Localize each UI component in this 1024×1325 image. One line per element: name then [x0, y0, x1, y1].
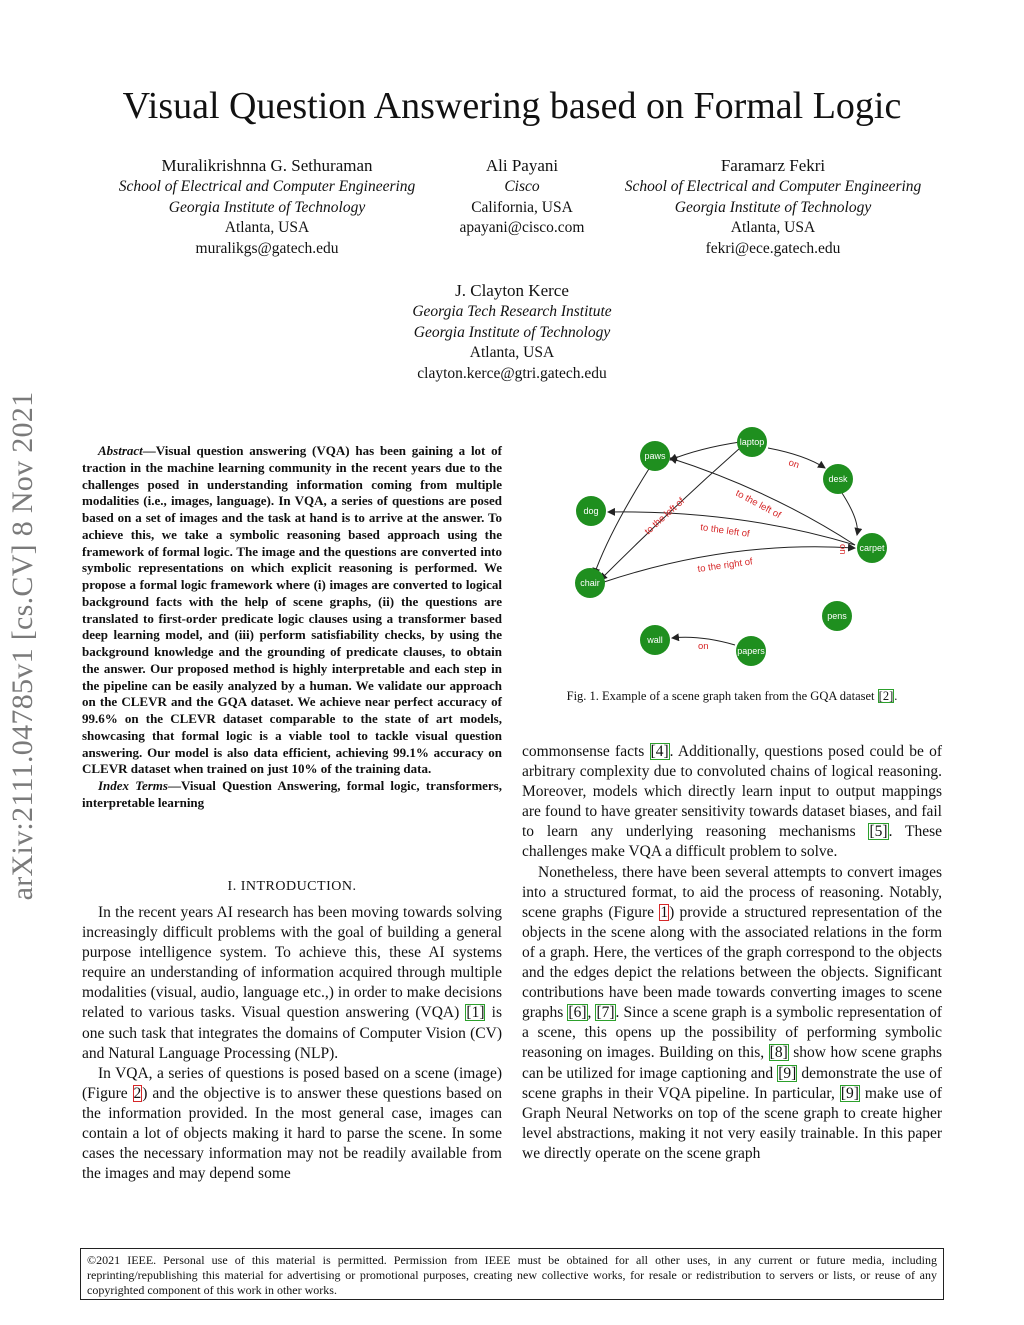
caption-text: Fig. 1. Example of a scene graph taken from the GQA dataset — [566, 689, 878, 703]
author-affiliation: School of Electrical and Computer Engineering — [624, 178, 922, 195]
author-affiliation: Georgia Tech Research Institute — [412, 303, 612, 320]
svg-text:carpet: carpet — [859, 543, 885, 553]
node-chair — [575, 568, 605, 598]
author-location: California, USA — [471, 198, 573, 216]
scene-graph-figure — [560, 420, 920, 670]
abstract-text: —Visual question answering (VQA) has been gaining a lot of traction in the machine learning community in the recent years due to the challenges posed in understanding information coming from multiple modalities (i.e., images, language). In VQA, a series of questions are posed based on a set of images and the task at hand is to arrive at the answer. To achieve this, we take a symbolic reasoning based approach using the framework of formal logic. The image and the questions are converted into symbolic representations on which explicit reasoning is performed. We propose a formal logic framework where (i) images are converted to logical background facts with the help of scene graphs, (ii) the questions are translated to first-order predicate logic clauses using a transformer based deep learning model, and (iii) perform satisfiability checks, by using the background knowledge and the grounding of predicate clauses, to obtain the answer. Our proposed method is highly interpretable and each step in the pipeline can be easily analyzed by a human. We validate our approach on the CLEVR and the GQA dataset. We achieve near perfect accuracy of 99.6% on the CLEVR dataset comparable to the state of art models, showcasing that formal logic is a viable tool to tackle visual question answering. Our model is also data efficient, achieving 99.1% accuracy on CLEVR dataset when trained on just 10% of the training data. — [82, 443, 502, 777]
svg-text:papers: papers — [737, 646, 765, 656]
paragraph-text: Nonetheless, there have been several attempts to convert images into a structured format, to aid the process of reasoning. Notably, scene graphs (Figure — [522, 863, 942, 921]
figure-caption — [522, 688, 942, 704]
svg-text:dog: dog — [583, 506, 599, 516]
citation-link[interactable]: [2] — [878, 689, 894, 703]
node-dog — [576, 496, 606, 526]
paragraph-text: show how scene graphs can be utilized for image captioning and — [522, 1044, 942, 1082]
author-block-2 — [432, 155, 612, 239]
author-affiliation: Cisco — [504, 178, 540, 195]
citation-link[interactable]: [5] — [869, 823, 888, 841]
section-heading-introduction: I. INTRODUCTION. — [227, 879, 357, 894]
citation-link[interactable]: [9] — [778, 1064, 797, 1082]
paragraph-text: In the recent years AI research has been moving towards solving increasingly difficult problems with the goal of building a general purpose intelligence system. To achieve this, these AI systems require an understanding of information acquired through multiple modalities (visual, audio, language etc.,) in order to make decisions related to various tasks. Visual question answering (VQA) — [82, 904, 502, 1022]
node-carpet — [857, 533, 887, 563]
svg-text:desk: desk — [828, 474, 848, 484]
paragraph-text: , — [587, 1004, 596, 1022]
author-name: Ali Payani — [485, 156, 559, 175]
figure-ref-link[interactable]: 1 — [660, 903, 669, 921]
caption-text: . — [894, 689, 898, 703]
paragraph-text: make use of Graph Neural Networks on top of the scene graph to create higher level abstractions, making it not very easily trainable. In this paper we directly operate on the scene graph — [522, 1084, 942, 1162]
paragraph-text: demonstrate the use of scene graphs in their VQA pipeline. In particular, — [522, 1064, 942, 1102]
node-desk — [823, 464, 853, 494]
svg-text:laptop: laptop — [739, 437, 765, 447]
author-location: Atlanta, USA — [730, 219, 816, 236]
author-affiliation: School of Electrical and Computer Engineering — [118, 178, 416, 195]
author-block-3 — [598, 155, 948, 259]
paragraph-text: ) provide a structured representation of the objects in the scene along with the associated relations in the form of a graph. Here, the vertices of the graph correspond to the objects and the edges depict the relations between the objects. Significant contributions have been made towards converting images to scene graphs — [522, 903, 942, 1022]
edge-label: on — [837, 544, 848, 555]
copyright-notice: ©2021 IEEE. Personal use of this material is permitted. Permission from IEEE must be obtained for all other uses, in any current or future media, including reprinting/republishing this material for advertising or promotional purposes, creating new collective works, for resale or redistribution to servers or lists, or reuse of any copyrighted component of this work in other works. — [80, 1248, 944, 1300]
left-column-text — [82, 903, 502, 1184]
index-terms-lead: Index Terms — [98, 778, 168, 793]
author-email: apayani@cisco.com — [459, 219, 585, 236]
paragraph-text: ) and the objective is to answer these questions based on the information provided. In the most general case, images can contain a lot of objects making it hard to parse the scene. In some cases the necessary information may not be readily available from the images and may depend some — [82, 1084, 502, 1183]
edge-label: to the left of — [733, 487, 783, 521]
edge-label: to the left of — [699, 522, 751, 540]
arxiv-id-text: arXiv:2111.04785v1 [cs.CV] 8 Nov 2021 — [6, 391, 39, 901]
node-papers — [736, 636, 766, 666]
citation-link[interactable]: [7] — [596, 1004, 615, 1022]
citation-link[interactable]: [1] — [466, 1004, 485, 1022]
author-name: Muralikrishnna G. Sethuraman — [161, 156, 373, 175]
paragraph-text: commonsense facts — [522, 743, 650, 760]
author-location: Atlanta, USA — [224, 219, 310, 236]
citation-link[interactable]: [9] — [840, 1084, 859, 1102]
node-pens — [822, 601, 852, 631]
author-name: Faramarz Fekri — [720, 156, 826, 175]
author-block-4 — [362, 280, 662, 384]
abstract — [82, 443, 502, 812]
citation-link[interactable]: [8] — [769, 1044, 788, 1062]
author-location: Atlanta, USA — [469, 344, 555, 361]
node-wall — [640, 625, 670, 655]
svg-text:paws: paws — [644, 451, 666, 461]
node-paws — [640, 441, 670, 471]
author-email: fekri@ece.gatech.edu — [705, 239, 841, 257]
edge-desk-carpet — [840, 490, 857, 535]
edge-label: to the left of — [642, 495, 687, 538]
index-terms-text: —Visual Question Answering, formal logic, transformers, interpretable learning — [82, 778, 502, 810]
citation-link[interactable]: [6] — [568, 1004, 587, 1022]
paragraph-text: . These challenges make VQA a difficult problem to solve. — [522, 823, 943, 861]
edge-label: on — [698, 641, 709, 652]
scene-graph-svg — [560, 420, 920, 670]
graph-edges — [594, 442, 857, 645]
author-email: muralikgs@gatech.edu — [195, 239, 339, 257]
edge-label: on — [787, 457, 801, 472]
author-name: J. Clayton Kerce — [455, 281, 569, 300]
svg-text:pens: pens — [827, 611, 847, 621]
svg-text:chair: chair — [580, 578, 600, 588]
node-laptop — [737, 427, 767, 457]
svg-text:wall: wall — [647, 635, 663, 645]
citation-link[interactable]: [4] — [650, 743, 669, 760]
author-affiliation: Georgia Institute of Technology — [168, 198, 366, 216]
paragraph-text: In VQA, a series of questions is posed based on a scene (image) (Figure — [82, 1064, 502, 1102]
paragraph-text: . Since a scene graph is a symbolic representation of a scene, this opens up the possibility of performing symbolic reasoning on images. Building on this, — [522, 1004, 943, 1062]
author-block-1 — [92, 155, 442, 259]
paper-title: Visual Question Answering based on Formal Logic — [122, 85, 902, 127]
author-email: clayton.kerce@gtri.gatech.edu — [417, 364, 607, 382]
paragraph-text: is one such task that integrates the domains of Computer Vision (CV) and Natural Language Processing (NLP). — [82, 1004, 502, 1062]
author-affiliation: Georgia Institute of Technology — [413, 323, 611, 341]
figure-ref-link[interactable]: 2 — [133, 1084, 142, 1102]
paragraph-text: . Additionally, questions posed could be of arbitrary complexity due to convoluted chains of logical reasoning. Moreover, models which directly learn input to output mappings are found to have greater sensitivity towards dataset biases, and fail to learn any underlying reasoning mechanisms — [522, 743, 942, 841]
author-affiliation: Georgia Institute of Technology — [674, 198, 872, 216]
abstract-lead: Abstract — [98, 443, 143, 458]
edge-label: to the right of — [696, 556, 754, 575]
right-column-text — [522, 742, 942, 1164]
